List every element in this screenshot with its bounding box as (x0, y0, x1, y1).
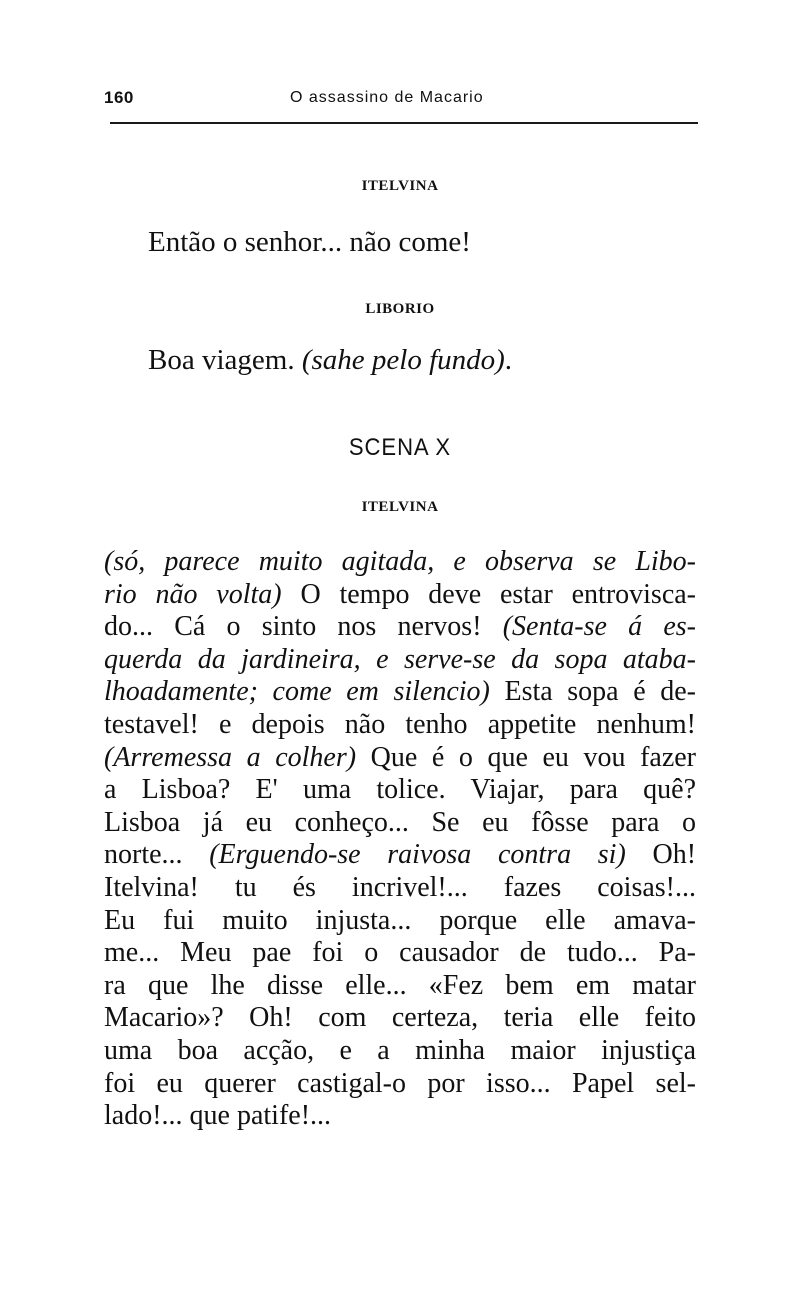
speaker-name-liborio: LIBORIO (365, 301, 435, 317)
dialogue-text: ra que lhe disse elle... «Fez bem em matar (104, 969, 696, 1001)
text-line (104, 709, 696, 742)
dialogue-line: Então o senhor... não come! (148, 226, 471, 258)
text-line (104, 611, 696, 644)
dialogue-text: Lisboa já eu conheço... Se eu fôsse para o (104, 806, 696, 838)
text-line (104, 1002, 696, 1035)
dialogue-text: O tempo deve estar entrovisca- (281, 578, 696, 610)
page-number: 160 (104, 88, 134, 107)
dialogue-text: me... Meu pae foi o causador de tudo... Pa- (104, 937, 696, 969)
dialogue-text: lado!... que patife!... (104, 1100, 332, 1132)
dialogue-text: uma boa acção, e a minha maior injustiça (104, 1034, 696, 1066)
running-title: O assassino de Macario (290, 89, 484, 106)
dialogue-text: Esta sopa é de- (489, 676, 696, 708)
stage-direction: rio não volta) (104, 578, 282, 610)
dialogue-text: foi eu querer castigal-o por isso... Papel sel- (104, 1067, 696, 1099)
text-line (104, 676, 696, 709)
text-line (104, 807, 696, 840)
stage-direction: lhoadamente; come em silencio) (104, 676, 490, 708)
text-line (104, 644, 696, 677)
dialogue-text: Macario»? Oh! com certeza, teria elle feito (104, 1002, 696, 1034)
dialogue-text: a Lisboa? E' uma tolice. Viajar, para quê? (104, 774, 696, 806)
running-head (104, 88, 696, 114)
dialogue-text: Boa viagem. (148, 344, 302, 376)
dialogue-text: Que é o que eu vou fazer (356, 741, 697, 773)
monologue-paragraph (104, 546, 696, 1133)
text-line (104, 546, 696, 579)
text-line (104, 937, 696, 970)
text-line (104, 1035, 696, 1068)
stage-direction: (Senta-se á es- (502, 611, 696, 643)
scene-heading: SCENA X (348, 434, 452, 461)
dialogue-text: . (504, 344, 513, 376)
text-line (104, 579, 696, 612)
text-line (104, 970, 696, 1003)
speaker-name-itelvina: ITELVINA (361, 499, 439, 515)
text-line (104, 1100, 696, 1133)
stage-direction: (Arremessa a colher) (104, 741, 357, 773)
text-line (104, 872, 696, 905)
text-line (104, 1068, 696, 1101)
text-line (104, 905, 696, 938)
dialogue-text: do... Cá o sinto nos nervos! (104, 611, 503, 643)
text-line (104, 774, 696, 807)
dialogue-text: norte... (104, 839, 210, 871)
dialogue-line (148, 344, 512, 377)
stage-direction: (Erguendo-se raivosa contra si) (209, 839, 626, 871)
stage-direction: querda da jardineira, e serve-se da sopa ataba- (104, 643, 696, 675)
dialogue-text: Eu fui muito injusta... porque elle amava- (104, 904, 696, 936)
dialogue-text: Oh! (625, 839, 697, 871)
header-rule (110, 122, 698, 124)
text-line (104, 839, 696, 872)
speaker-name-itelvina: ITELVINA (361, 178, 439, 194)
dialogue-text: Itelvina! tu és incrivel!... fazes coisas!... (104, 871, 696, 903)
stage-direction: (só, parece muito agitada, e observa se Libo- (104, 546, 696, 577)
text-line (104, 742, 696, 775)
dialogue-text: testavel! e depois não tenho appetite nenhum! (104, 708, 696, 740)
stage-direction: (sahe pelo fundo) (301, 344, 505, 376)
